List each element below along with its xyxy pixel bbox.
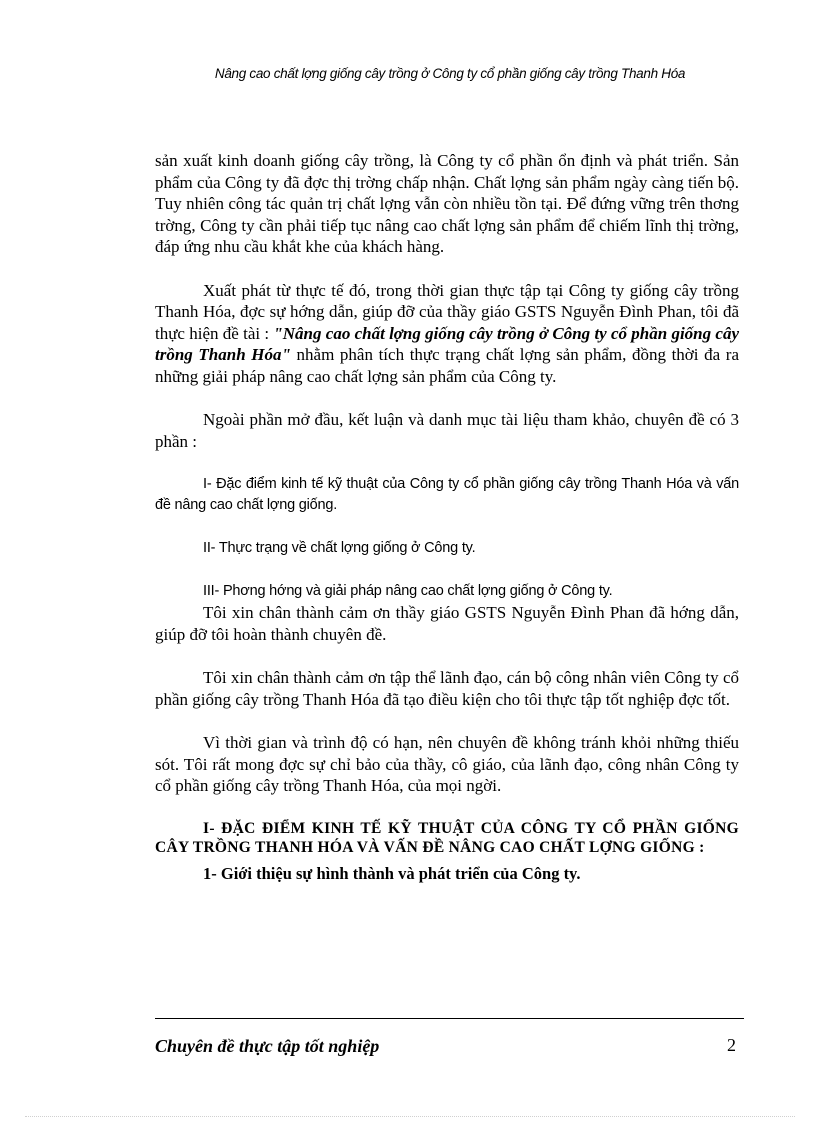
paragraph-structure: Ngoài phần mở đầu, kết luận và danh mục tài liệu tham khảo, chuyên đề có 3 phần :	[155, 410, 739, 451]
part-item-1: I- Đặc điểm kinh tế kỹ thuật của Công ty cổ phần giống cây trồng Thanh Hóa và vấn đề nâng cao chất lợng giống.	[155, 476, 739, 513]
paragraph-thanks-advisor: Tôi xin chân thành cảm ơn thầy giáo GSTS Nguyễn Đình Phan đã hớng dẫn, giúp đỡ tôi hoàn thành chuyên đề.	[155, 603, 739, 644]
topic-lead-text: Xuất phát từ thực tế đó, trong thời gian thực tập tại Công ty giống cây trồng Thanh Hóa, đợc sự hớng dẫn, giúp đỡ của thầy giáo GSTS Nguyễn Đình Phan, tôi đã thực hiện đề tài :	[155, 280, 739, 343]
subsection-heading: 1- Giới thiệu sự hình thành và phát triển của Công ty.	[203, 863, 581, 883]
topic-tail-text: nhằm phân tích thực trạng chất lợng sản phẩm, đồng thời đa ra những giải pháp nâng cao chất lợng sản phẩm của Công ty.	[155, 345, 739, 386]
document-body	[155, 150, 739, 884]
topic-title: "Nâng cao chất lợng giống cây trồng ở Công ty cổ phần giống cây trồng Thanh Hóa"	[155, 323, 739, 364]
part-item-3: III- Phơng hớng và giải pháp nâng cao chất lợng giống ở Công ty.	[203, 583, 613, 599]
page-edge-dots	[25, 1116, 795, 1117]
footer-label: Chuyên đề thực tập tốt nghiệp	[155, 1036, 380, 1056]
paragraph-intro: sản xuất kinh doanh giống cây trồng, là Công ty cổ phần ổn định và phát triển. Sản phẩm của Công ty đã đợc thị trờng chấp nhận. Chất lợng sản phẩm ngày càng tiến bộ. Tuy nhiên công tác quản trị chất lợng vẫn còn nhiều tồn tại. Để đứng vững trên thơng trờng, Công ty cần phải tiếp tục nâng cao chất lợng sản phẩm để chiếm lĩnh thị trờng, đáp ứng nhu cầu khắt khe của khách hàng.	[155, 151, 739, 256]
paragraph-topic	[155, 280, 739, 388]
part-item-2: II- Thực trạng về chất lợng giống ở Công ty.	[203, 540, 476, 556]
paragraph-closing: Vì thời gian và trình độ có hạn, nên chuyên đề không tránh khỏi những thiếu sót. Tôi rất mong đợc sự chỉ bảo của thầy, cô giáo, của lãnh đạo, công nhân Công ty cổ phần giống cây trồng Thanh Hóa, của mọi ngời.	[155, 733, 739, 795]
paragraph-thanks-company: Tôi xin chân thành cảm ơn tập thể lãnh đạo, cán bộ công nhân viên Công ty cổ phần giống cây trồng Thanh Hóa đã tạo điều kiện cho tôi thực tập tốt nghiệp đợc tốt.	[155, 668, 739, 709]
page-number: 2	[727, 1035, 736, 1055]
running-header: Nâng cao chất lợng giống cây trồng ở Công ty cổ phần giống cây trồng Thanh Hóa	[214, 66, 686, 81]
footer-divider	[155, 1018, 744, 1019]
chapter-heading: I- ĐẶC ĐIỂM KINH TẾ KỸ THUẬT CỦA CÔNG TY CỔ PHẦN GIỐNG CÂY TRỒNG THANH HÓA VÀ VẤN ĐỀ NÂNG CAO CHẤT LỢNG GIỐNG :	[155, 819, 739, 856]
